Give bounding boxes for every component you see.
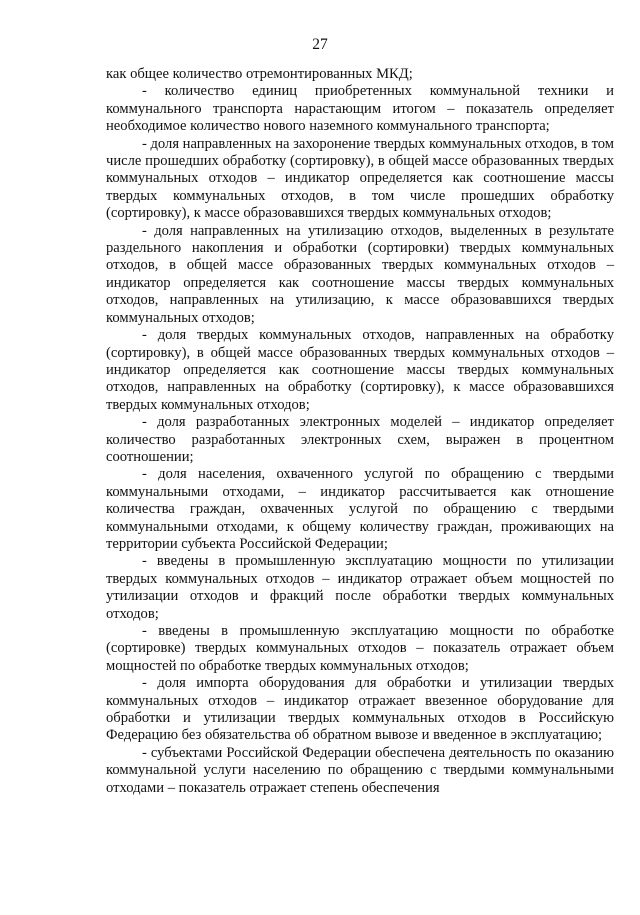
paragraph: - введены в промышленную эксплуатацию мощности по утилизации твердых коммунальных отходов – индикатор отражает объем мощностей по утилизации отходов и фракций после обработки твердых коммунальных отходов; xyxy=(106,553,614,622)
paragraph: - доля импорта оборудования для обработки и утилизации твердых коммунальных отходов – индикатор отражает ввезенное оборудование для обработки и утилизации твердых коммунальных отходов в Российскую Федерацию без обязательства об обратном вывозе и введенное в эксплуатацию; xyxy=(106,675,614,744)
document-body xyxy=(106,66,614,797)
paragraph: - доля направленных на захоронение твердых коммунальных отходов, в том числе прошедших обработку (сортировку), в общей массе образованных твердых коммунальных отходов – индикатор определяется как соотношение массы твердых коммунальных отходов, в том числе прошедших обработку (сортировку), к массе образовавшихся твердых коммунальных отходов; xyxy=(106,135,615,222)
paragraph: - доля населения, охваченного услугой по обращению с твердыми коммунальными отходами, – индикатор рассчитывается как отношение количества граждан, охваченных услугой по обращению с твердыми коммунальными отходами, к общему количеству граждан, проживающих на территории субъекта Российской Федерации; xyxy=(106,466,614,552)
paragraph: - доля твердых коммунальных отходов, направленных на обработку (сортировку), в общей массе образованных твердых коммунальных отходов – индикатор определяется как соотношение массы твердых коммунальных отходов, направленных на обработку (сортировку), к массе образовавшихся твердых коммунальных отходов; xyxy=(106,327,614,413)
paragraph: - количество единиц приобретенных коммунальной техники и коммунального транспорта нарастающим итогом – показатель определяет необходимое количество нового наземного коммунального транспорта; xyxy=(106,83,614,135)
paragraph: - введены в промышленную эксплуатацию мощности по обработке (сортировке) твердых коммунальных отходов – показатель отражает объем мощностей по обработке твердых коммунальных отходов; xyxy=(106,623,614,674)
paragraph: как общее количество отремонтированных МКД; xyxy=(106,66,413,82)
paragraph: - доля разработанных электронных моделей – индикатор определяет количество разработанных электронных схем, выражен в процентном соотношении; xyxy=(106,414,614,465)
paragraph: - доля направленных на утилизацию отходов, выделенных в результате раздельного накопления и обработки (сортировки) твердых коммунальных отходов, в общей массе образованных твердых коммунальных отходов – индикатор определяется как соотношение массы твердых коммунальных отходов, направленных на утилизацию, к массе образовавшихся твердых коммунальных отходов; xyxy=(106,222,614,326)
paragraph: - субъектами Российской Федерации обеспечена деятельность по оказанию коммунальной услуги населению по обращению с твердыми коммунальными отходами – показатель отражает степень обеспечения xyxy=(106,744,614,796)
page-number: 27 xyxy=(312,36,328,53)
